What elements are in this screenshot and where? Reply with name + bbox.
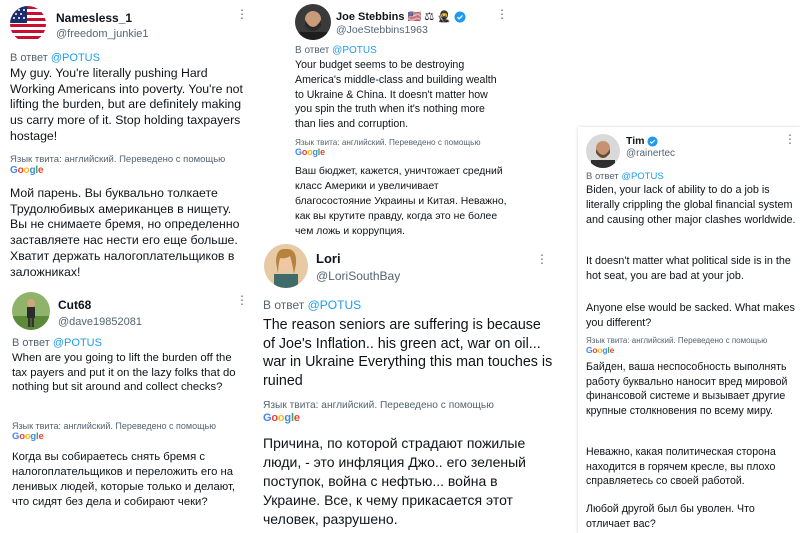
reply-mention-link[interactable]: @POTUS [50,52,100,64]
reply-prefix: В ответ [295,45,330,56]
avatar[interactable] [10,6,46,42]
translation-note[interactable]: Язык твита: английский. Переведено с помощью [10,154,226,165]
translation-note[interactable]: Язык твита: английский. Переведено с помощью [295,138,481,147]
handle[interactable]: @dave19852081 [58,316,142,328]
woman-avatar-icon [264,244,308,288]
display-name[interactable] [316,251,341,266]
reply-context [263,298,361,312]
golfer-avatar-icon [12,292,50,330]
reply-mention-link[interactable]: @POTUS [621,171,664,182]
tweet-text-translation-p1: Байден, ваша неспособность выполнять работу буквально наносит вред мировой финансовой системе и вызывает другие крупные столкновения по всему миру. [586,361,788,417]
translation-note[interactable]: Язык твита: английский. Переведено с помощью [586,336,768,345]
reply-prefix: В ответ [10,52,48,64]
tweet-text-translation-p3: Любой другой был бы уволен. Что отличает вас? [586,503,755,530]
display-name-text[interactable]: Tim [626,135,645,147]
handle[interactable]: @rainertec [626,148,676,159]
tweet-card-namesless [0,0,258,290]
tweet-text-translation: Мой парень. Вы буквально толкаете Трудолюбивых американцев в нищету. Вы не снимаете бремя, но определенно заставляете нас нести его еще больше. Хватит держать налогоплательщиков в заложниках! [10,186,240,279]
name-emojis: 🇺🇸 ⚖ 🥷 [407,11,451,23]
display-name-text[interactable]: Lori [316,251,341,266]
handle[interactable]: @freedom_junkie1 [56,28,149,40]
more-options-icon[interactable]: ⋮ [236,293,248,307]
google-logo: Google [586,345,615,355]
google-logo: Google [295,147,325,157]
reply-mention-link[interactable]: @POTUS [332,45,377,56]
more-options-icon[interactable]: ⋮ [236,7,248,21]
google-logo: Google [263,412,300,424]
reply-context [10,52,100,64]
tweet-text-original: The reason seniors are suffering is because of Joe's Inflation.. his green act, war on oil... war in Ukraine Everything this man touches is ruined [263,317,553,389]
reply-prefix: В ответ [263,298,305,312]
tweet-text-translation: Ваш бюджет, кажется, уничтожает средний класс Америки и увеличивает благосостояние Украины и Китая. Неважно, как вы крутите правду, когда это не более чем ложь и коррупция. [295,166,507,237]
reply-prefix: В ответ [12,337,50,349]
avatar[interactable] [264,244,308,288]
tweet-card-joe-stebbins [286,0,510,244]
more-options-icon[interactable]: ⋮ [536,252,548,266]
reply-prefix: В ответ [586,171,619,182]
avatar[interactable] [586,134,620,168]
display-name-text[interactable]: Joe Stebbins [336,10,405,23]
display-name[interactable] [336,10,466,23]
reply-mention-link[interactable]: @POTUS [52,337,102,349]
avatar[interactable] [295,4,331,40]
tweet-text-original: Your budget seems to be destroying America's middle-class and building wealth to Ukraine & China. It doesn't matter how you spin the truth when it's nothing more than lies and corruption. [295,59,497,131]
handle[interactable]: @LoriSouthBay [316,269,401,283]
google-logo: Google [10,165,44,176]
reply-context [586,171,664,182]
tweet-text-original-p1: Biden, your lack of ability to do a job is literally crippling the global financial system and causing other major clashes worldwide. [586,184,796,226]
display-name-text[interactable]: Namesless_1 [56,11,133,25]
us-flag-avatar-icon [10,6,46,42]
handle[interactable]: @JoeStebbins1963 [336,24,428,36]
tweet-text-translation: Причина, по которой страдают пожилые люди, - это инфляция Джо.. его зеленый поступок, война с нефтью... война в Украине. Все, к чему прикасается этот человек, разрушено. [263,435,526,527]
more-options-icon[interactable]: ⋮ [784,132,796,146]
display-name[interactable] [56,11,132,25]
display-name[interactable] [58,298,91,312]
more-options-icon[interactable]: ⋮ [496,7,508,21]
translation-note[interactable]: Язык твита: английский. Переведено с помощью [263,400,494,411]
avatar[interactable] [12,292,50,330]
verified-badge-icon [454,11,466,23]
man-avatar-icon [295,4,331,40]
reply-mention-link[interactable]: @POTUS [307,298,362,312]
tweet-card-tim [578,127,800,533]
tweet-card-cut68 [0,286,258,533]
tweet-text-translation-p2: Неважно, какая политическая сторона находится в горячем кресле, вы плохо справляетесь со своей работой. [586,446,776,488]
tweet-text-original-p2: It doesn't matter what political side is in the hot seat, you are bad at your job. [586,255,791,282]
tweet-text-original-p3: Anyone else would be sacked. What makes you different? [586,302,795,329]
display-name[interactable] [626,135,658,147]
tweet-text-original: My guy. You're literally pushing Hard Working Americans into poverty. You're not lifting the burden, but are definitely making us carry more of it. Stop holding taxpayers hostage! [10,66,243,143]
translation-note[interactable]: Язык твита: английский. Переведено с помощью [12,421,216,431]
bearded-man-avatar-icon [586,134,620,168]
verified-badge-icon [647,136,658,147]
tweet-text-original: When are you going to lift the burden off the tax payers and put it on the lazy folks that do nothing but sit around and collect checks? [12,352,236,394]
reply-context [12,337,102,349]
tweet-card-lori [258,238,556,533]
tweet-text-translation: Когда вы собираетесь снять бремя с налогоплательщиков и переложить его на ленивых людей, которые только и делают, что сидят без дела и собирают чеки? [12,451,236,508]
reply-context [295,45,377,56]
display-name-text[interactable]: Cut68 [58,298,92,312]
google-logo: Google [12,431,44,442]
